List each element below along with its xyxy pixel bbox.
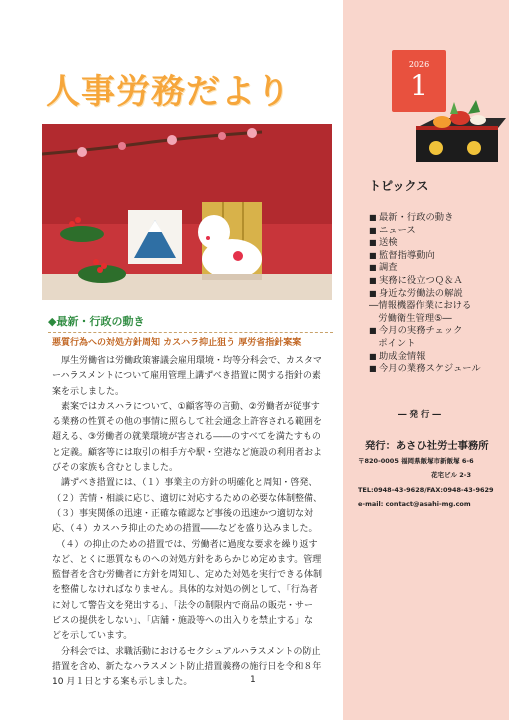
body-line: 厚生労働省は労働政策審議会雇用環境・均等分科会で、カスタマ bbox=[52, 356, 322, 366]
topic-label: 最新・行政の動き bbox=[379, 212, 454, 223]
nanten-leaf bbox=[60, 226, 104, 242]
nanten-berry bbox=[93, 259, 99, 265]
body-line: （３）事実関係の迅速・正確な確認など事後の迅速かつ適切な対 bbox=[52, 508, 314, 519]
body-line: （４）の抑止のための措置では、労働者に過度な要求を繰り返す bbox=[52, 539, 318, 550]
publisher-address-building: 花宅ビル 2-3 bbox=[431, 471, 472, 479]
topic-label: 実務に役立つＱ＆Ａ bbox=[379, 274, 463, 286]
nanten-berry bbox=[75, 217, 81, 223]
topic-item[interactable] bbox=[369, 288, 504, 301]
topic-bullet: ■ bbox=[369, 250, 377, 260]
body-line: 案を示しました。 bbox=[52, 386, 125, 397]
issue-year: 2026 bbox=[408, 60, 430, 69]
topic-label: 送検 bbox=[379, 237, 398, 249]
plum-blossom bbox=[77, 147, 87, 157]
body-line: 超える、③労働者の就業環境が害される――のすべてを満たすもの bbox=[52, 432, 321, 443]
topic-item[interactable] bbox=[369, 325, 504, 338]
newsletter-title: 人事労務だより bbox=[46, 72, 291, 112]
osechi-box-rim bbox=[416, 126, 498, 130]
nanten-berry bbox=[69, 221, 75, 227]
topics-heading: トピックス bbox=[369, 179, 429, 193]
osechi-box-crest-1 bbox=[429, 141, 443, 155]
osechi-box-illustration bbox=[410, 100, 506, 170]
topic-bullet: ■ bbox=[369, 351, 377, 361]
osechi-food-white bbox=[470, 115, 486, 125]
plum-blossom bbox=[218, 132, 226, 140]
topic-label: 今月の業務スケジュール bbox=[379, 363, 481, 375]
topic-subline: ポイント bbox=[369, 337, 416, 349]
topic-bullet: ■ bbox=[369, 263, 377, 273]
topic-bullet: ■ bbox=[369, 238, 377, 248]
topic-item[interactable] bbox=[369, 275, 504, 288]
topic-label: ニュース bbox=[379, 224, 416, 236]
body-line: に対して警告文を発出する」、「法令の制限内で商品の販売・サー bbox=[52, 600, 314, 611]
topics-list bbox=[369, 212, 504, 376]
topic-bullet: ■ bbox=[369, 225, 377, 235]
topic-subline: 労働衛生管理⑤― bbox=[369, 312, 452, 324]
publisher-label: ― 発 行 ― bbox=[398, 410, 441, 420]
body-line: と定義。顧客等には取引の相手方や駅・空港など施設の利用者およ bbox=[52, 447, 323, 458]
body-line: 応、（４）カスハラ抑止のための措置――などを盛り込みました。 bbox=[52, 524, 318, 535]
osechi-box-side bbox=[416, 128, 498, 162]
body-line: 10 月１日とする案も示しました。 bbox=[52, 677, 193, 688]
section-heading: ◆最新・行政の動き bbox=[48, 313, 333, 333]
topic-item[interactable] bbox=[369, 250, 504, 263]
topic-bullet: ■ bbox=[369, 364, 377, 374]
topic-bullet: ■ bbox=[369, 288, 377, 298]
body-line: 監督者を含む労働者に方針を周知し、定めた対処を実行できる体制 bbox=[52, 570, 323, 581]
topic-item[interactable] bbox=[369, 225, 504, 238]
horse-head bbox=[198, 215, 230, 249]
body-line: 分科会では、求職活動におけるセクシュアルハラスメントの防止 bbox=[52, 646, 321, 657]
plum-blossom bbox=[118, 142, 126, 150]
topic-label: 監督指導動向 bbox=[379, 249, 435, 261]
page-number: 1 bbox=[250, 675, 256, 685]
body-line: ビスの提供をしない」、「店舗・施設等への出入りを禁止する」な bbox=[52, 616, 314, 627]
horse-nose bbox=[206, 236, 210, 240]
topic-label: 今月の実務チェック bbox=[379, 325, 463, 337]
topic-item[interactable] bbox=[369, 212, 504, 225]
topic-label: 身近な労働法の解説 bbox=[379, 287, 463, 299]
publisher-tel-fax: TEL:0948-43-9628/FAX:0948-43-9629 bbox=[358, 486, 494, 494]
body-line: びその家族も含むとしました。 bbox=[52, 463, 179, 474]
topic-label: 調査 bbox=[379, 262, 398, 274]
topic-item[interactable] bbox=[369, 363, 504, 376]
body-line: 講ずべき措置には、（１）事業主の方針の明確化と周知・啓発、 bbox=[52, 478, 318, 489]
plum-blossom bbox=[167, 135, 177, 145]
plum-blossom bbox=[247, 128, 257, 138]
body-line: どを示しています。 bbox=[52, 631, 133, 642]
horse-pattern bbox=[233, 251, 243, 261]
topic-item[interactable] bbox=[369, 262, 504, 275]
body-line: る業務の性質その他の事情に照らして社会通念上許容される範囲を bbox=[52, 417, 323, 428]
body-line: ーハラスメントについて雇用管理上講ずべき措置に関する指針の素 bbox=[52, 371, 321, 382]
body-line: を整備しなければなりません。具体的な対処の例として、「行為者 bbox=[52, 585, 318, 596]
topic-label: 助成金情報 bbox=[379, 350, 426, 362]
issue-month: 1 bbox=[410, 69, 428, 102]
article-body bbox=[52, 354, 339, 691]
body-line: （２）苦情・相談に応じ、適切に対応するための必要な体制整備、 bbox=[52, 493, 323, 504]
topic-bullet: ■ bbox=[369, 213, 377, 222]
topic-item[interactable] bbox=[369, 237, 504, 250]
body-line: 素案ではカスハラについて、①顧客等の言動、②労働者が従事す bbox=[52, 401, 320, 412]
osechi-pine-sprig bbox=[468, 100, 480, 114]
topic-bullet: ■ bbox=[369, 326, 377, 336]
topic-bullet: ■ bbox=[369, 275, 377, 285]
horse-base bbox=[202, 274, 262, 280]
topic-subline: ―情報機器作業における bbox=[369, 300, 472, 312]
osechi-leaf-sprig bbox=[450, 102, 458, 114]
osechi-food-orange bbox=[433, 116, 451, 128]
publisher-email[interactable]: e-mail: contact@asahi-mg.com bbox=[358, 500, 471, 508]
new-year-photo bbox=[42, 124, 332, 300]
body-line: 措置を含め、新たなハラスメント防止措置義務の施行日を令和８年 bbox=[52, 661, 322, 672]
publisher-address: 〒820-0005 福岡県飯塚市新飯塚 6-6 bbox=[358, 457, 474, 465]
nanten-berry bbox=[97, 267, 103, 273]
topic-item[interactable] bbox=[369, 351, 504, 364]
article-title: 悪質行為への対処方針周知 カスハラ抑止狙う 厚労省指針案案 bbox=[52, 338, 302, 348]
publisher-name: 発行：あさひ社労士事務所 bbox=[365, 440, 489, 452]
osechi-box-crest-2 bbox=[467, 141, 481, 155]
body-line: など、とくに悪質なものへの対処方針をあらかじめ定めます。管理 bbox=[52, 554, 322, 565]
